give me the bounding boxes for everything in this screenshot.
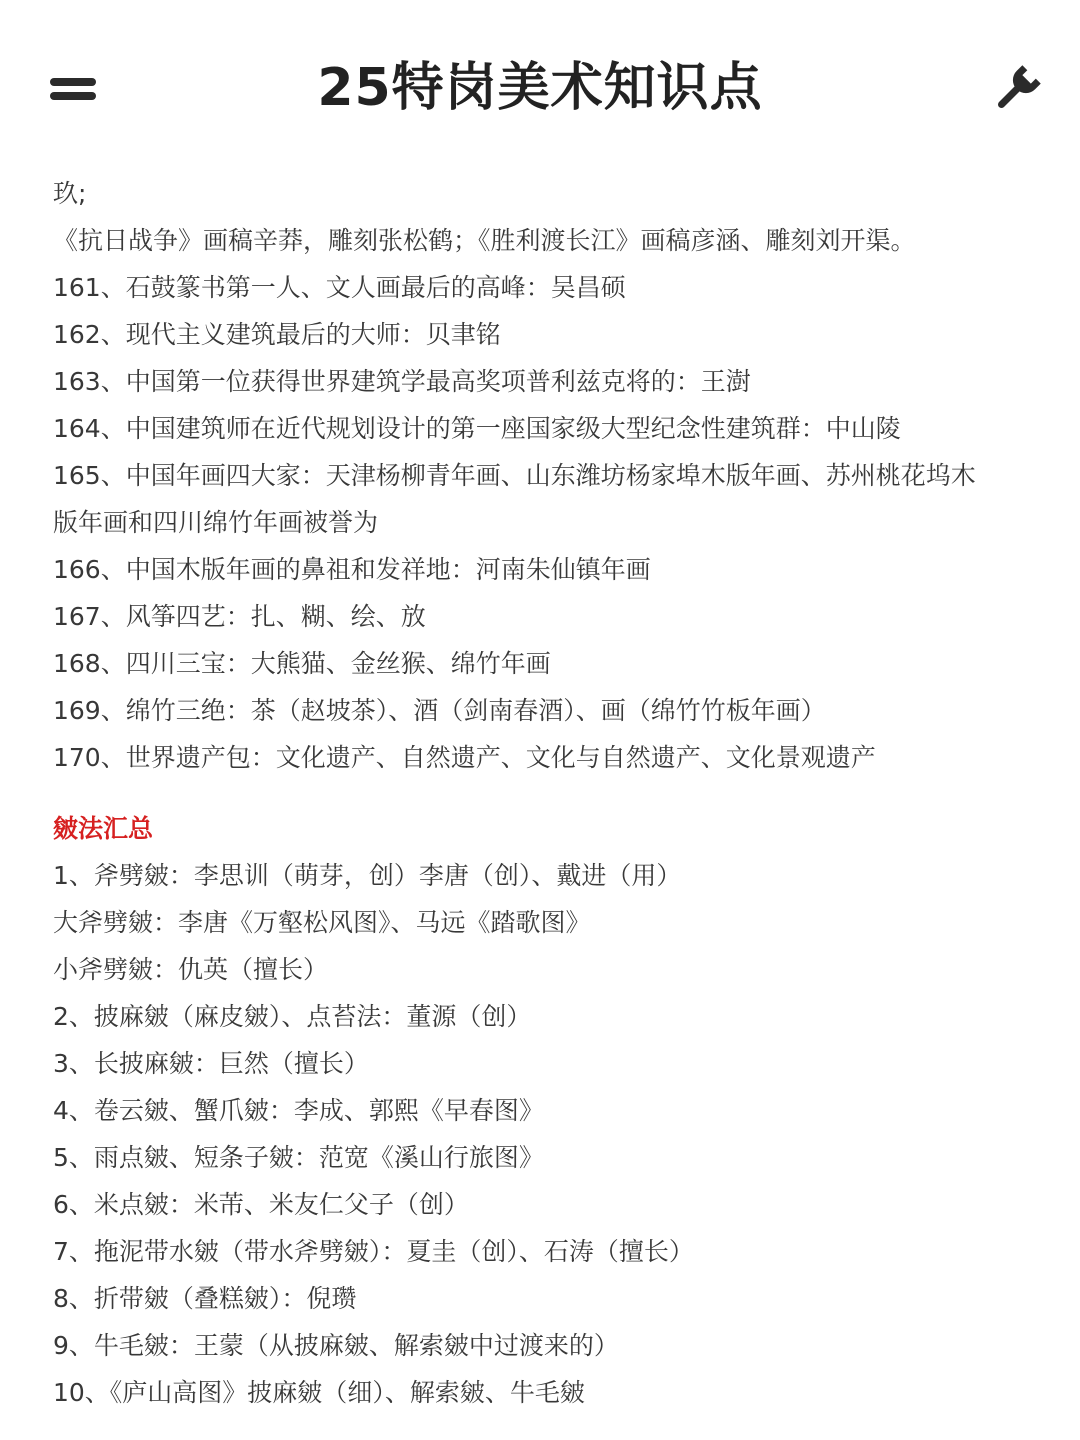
text-line: 168、四川三宝：大熊猫、金丝猴、绵竹年画 xyxy=(53,649,551,678)
text-line: 162、现代主义建筑最后的大师：贝聿铭 xyxy=(53,320,501,349)
app-header xyxy=(0,0,1080,180)
list-item: 10、《庐山高图》披麻皴（细）、解索皴、牛毛皴 xyxy=(53,1378,585,1407)
list-item: 2、披麻皴（麻皮皴）、点苔法：董源（创） xyxy=(53,1002,532,1031)
list-item: 9、牛毛皴：王蒙（从披麻皴、解索皴中过渡来的） xyxy=(53,1331,619,1360)
list-item: 3、长披麻皴：巨然（擅长） xyxy=(53,1049,369,1078)
text-line: 164、中国建筑师在近代规划设计的第一座国家级大型纪念性建筑群：中山陵 xyxy=(53,414,901,443)
list-item: 5、雨点皴、短条子皴：范宽《溪山行旅图》 xyxy=(53,1143,544,1172)
list-item: 1、斧劈皴：李思训（萌芽，创）李唐（创）、戴进（用） xyxy=(53,861,682,890)
article-content xyxy=(53,170,1043,1416)
text-line: 《抗日战争》画稿辛莽，雕刻张松鹤；《胜利渡长江》画稿彦涵、雕刻刘开渠。 xyxy=(53,226,916,255)
section-heading: 皴法汇总 xyxy=(53,814,154,843)
settings-button[interactable] xyxy=(990,64,1042,116)
list-item: 8、折带皴（叠糕皴）：倪瓒 xyxy=(53,1284,357,1313)
text-line: 166、中国木版年画的鼻祖和发祥地：河南朱仙镇年画 xyxy=(53,555,651,584)
text-line: 163、中国第一位获得世界建筑学最高奖项普利兹克将的：王澍 xyxy=(53,367,751,396)
text-line: 167、风筝四艺：扎、糊、绘、放 xyxy=(53,602,426,631)
list-item: 7、拖泥带水皴（带水斧劈皴）：夏圭（创）、石涛（擅长） xyxy=(53,1237,694,1266)
list-item: 6、米点皴：米芾、米友仁父子（创） xyxy=(53,1190,469,1219)
text-line: 玖; xyxy=(53,179,87,208)
text-line: 169、绵竹三绝：茶（赵坡茶）、酒（剑南春酒）、画（绵竹竹板年画） xyxy=(53,696,826,725)
wrench-icon xyxy=(990,64,1042,116)
text-line: 165、中国年画四大家：天津杨柳青年画、山东潍坊杨家埠木版年画、苏州桃花坞木 xyxy=(53,461,976,490)
page-title: 25特岗美术知识点 xyxy=(317,58,763,118)
text-line: 170、世界遗产包：文化遗产、自然遗产、文化与自然遗产、文化景观遗产 xyxy=(53,743,876,772)
list-item: 小斧劈皴：仇英（擅长） xyxy=(53,955,329,984)
text-line: 版年画和四川绵竹年画被誉为 xyxy=(53,508,379,537)
list-item: 大斧劈皴：李唐《万壑松风图》、马远《踏歌图》 xyxy=(53,908,591,937)
text-line: 161、石鼓篆书第一人、文人画最后的高峰：吴昌硕 xyxy=(53,273,626,302)
list-item: 4、卷云皴、蟹爪皴：李成、郭熙《早春图》 xyxy=(53,1096,544,1125)
